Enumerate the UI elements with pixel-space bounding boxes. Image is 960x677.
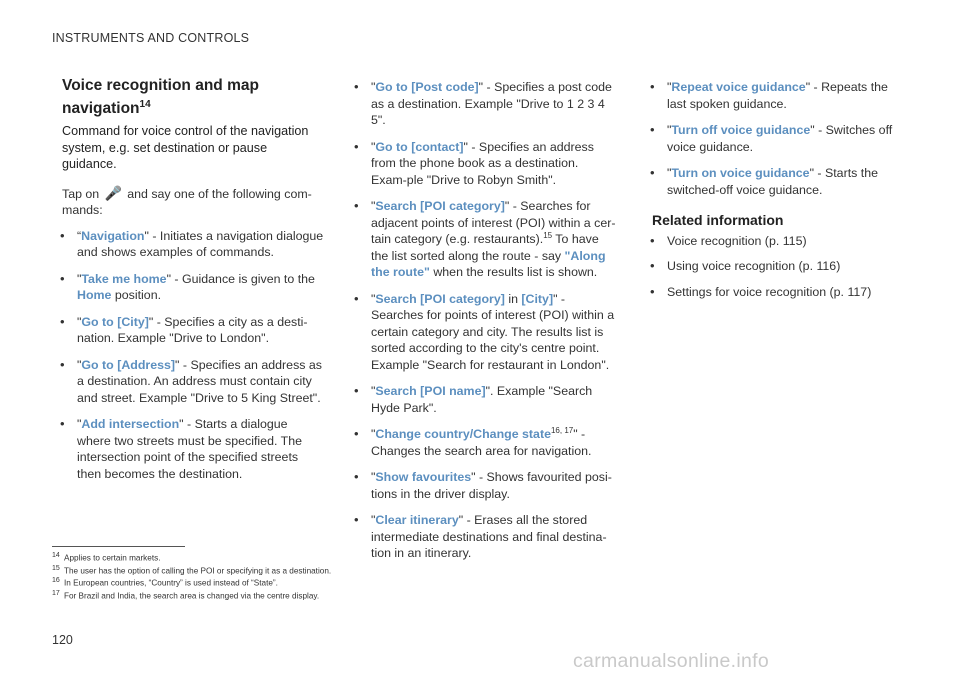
voice-command: Search [POI name] — [375, 384, 486, 398]
voice-command: Add intersection — [81, 417, 180, 432]
voice-command: Navigation — [81, 228, 145, 243]
command-text: " - Specifies an address from the phone book as a destination. Exam-ple "Drive to Robyn Smith". — [371, 139, 594, 187]
footnote-ref: 16, 17 — [550, 425, 574, 435]
command-item — [652, 122, 902, 155]
command-text: " — [77, 314, 82, 329]
command-item — [356, 426, 616, 459]
command-item — [356, 198, 616, 281]
command-text: " — [667, 123, 672, 137]
command-text: " — [77, 417, 82, 432]
command-text: when the results list is shown. — [429, 265, 598, 279]
footnotes — [52, 551, 752, 602]
voice-command: Go to [Address] — [81, 357, 176, 372]
section-title: Voice recognition and map navigation$^{14}$ — [62, 77, 259, 118]
command-text: " — [77, 271, 82, 286]
voice-command: Repeat voice guidance — [671, 80, 806, 94]
column-3 — [652, 79, 902, 309]
column-1 — [62, 76, 324, 492]
command-list-2 — [356, 79, 616, 562]
footnote: $^{16}$ In European countries, “Country” is used instead of “State”. — [52, 577, 278, 589]
command-list-3 — [652, 79, 902, 198]
command-text: " - Starts the switched-off voice guidance. — [667, 166, 879, 197]
command-text: " - Searches for points of interest (POI) within a certain category and city. The results list is sorted according to the city's centre point. Example "Search for restaurant in London". — [371, 291, 615, 372]
watermark: carmanualsonline.info — [573, 650, 769, 672]
command-text: " - Erases all the stored intermediate destinations and final destina-tion in an itinerary. — [371, 513, 607, 560]
voice-command: Turn off voice guidance — [671, 123, 811, 137]
command-text: " - Guidance is given to the — [166, 271, 315, 286]
voice-command: Show favourites — [375, 470, 472, 484]
command-text: " — [371, 384, 376, 398]
command-text: " — [667, 80, 672, 94]
footnote: $^{14}$ Applies to certain markets. — [52, 552, 161, 563]
tap-instruction: Tap on 🎤 and say one of the following com-mands: — [62, 184, 312, 218]
voice-button-icon: 🎤 — [104, 184, 122, 201]
related-link[interactable]: • Voice recognition (p. 115) — [652, 233, 902, 250]
voice-command: Clear itinerary — [375, 513, 459, 527]
command-text: position. — [111, 288, 162, 303]
command-text: " — [371, 427, 376, 441]
command-text: " — [371, 291, 376, 306]
voice-command: Turn on voice guidance — [671, 166, 810, 180]
command-item — [356, 291, 616, 374]
command-text: " — [371, 199, 376, 213]
command-text: " — [371, 139, 376, 154]
command-item — [356, 383, 616, 416]
footnote: $^{15}$ The user has the option of calling the POI or specifying it as a destination. — [52, 564, 332, 576]
voice-command: Go to [contact] — [375, 139, 464, 154]
command-text: ". Example "Search Hyde Park". — [371, 384, 593, 415]
command-item — [62, 271, 324, 304]
command-text: " — [667, 166, 672, 180]
command-text: “ — [77, 228, 82, 243]
related-link[interactable]: • Using voice recognition (p. 116) — [652, 258, 902, 275]
command-item — [356, 79, 616, 129]
section-intro: Command for voice control of the navigation system, e.g. set destination or pause guidance. — [62, 124, 309, 172]
voice-command: Change country/Change state — [375, 427, 551, 441]
voice-command: Go to [Post code] — [375, 80, 479, 94]
related-information-heading: Related information — [652, 212, 784, 228]
voice-command: Search [POI category] — [375, 291, 505, 306]
command-text: " - Specifies a city as a desti-nation. Example "Drive to London". — [77, 314, 308, 346]
command-text: " - Repeats the last spoken guidance. — [667, 80, 888, 111]
command-text: " - Changes the search area for navigation. — [371, 427, 592, 458]
voice-command: Home — [77, 288, 112, 303]
command-text: " - Specifies a post code as a destination. Example "Drive to 1 2 3 4 5". — [371, 80, 612, 127]
command-text: " - Initiates a navigation dialogue and shows examples of commands. — [77, 228, 324, 260]
command-text: in — [504, 291, 522, 306]
related-link[interactable]: • Settings for voice recognition (p. 117) — [652, 284, 902, 301]
footnote-divider — [52, 546, 185, 547]
voice-command: "Along the route" — [371, 248, 606, 279]
command-item — [652, 79, 902, 112]
command-text: " - Specifies an address as a destination. An address must contain city and street. Example "Drive to 5 King Street". — [77, 357, 322, 405]
command-text: " — [371, 513, 376, 527]
footnote-ref: 15 — [543, 230, 553, 240]
command-item — [62, 314, 324, 347]
voice-command: Go to [City] — [81, 314, 149, 329]
command-text: " — [371, 80, 376, 94]
column-2 — [356, 79, 616, 572]
command-item — [652, 165, 902, 198]
command-text: " - Shows favourited posi-tions in the driver display. — [371, 470, 612, 501]
voice-command: [City] — [521, 291, 554, 306]
related-links — [652, 233, 902, 301]
command-item — [62, 416, 324, 482]
command-item — [356, 139, 616, 189]
command-item — [62, 357, 324, 407]
command-text: " - Switches off voice guidance. — [667, 123, 893, 154]
voice-command: Search [POI category] — [375, 199, 505, 213]
command-text: " - Starts a dialogue where two streets must be specified. The intersection point of the specified streets then becomes the destination. — [77, 417, 302, 481]
voice-command: Take me home — [81, 271, 167, 286]
command-text: To have the list sorted along the route - say — [371, 232, 599, 263]
command-text: " - Searches for adjacent points of interest (POI) within a cer-tain category (e.g. restaurants). — [371, 199, 616, 246]
command-item — [62, 228, 324, 261]
page-number: 120 — [52, 633, 73, 647]
command-text: " — [371, 470, 376, 484]
footnote: $^{17}$ For Brazil and India, the search area is changed via the centre display. — [52, 590, 320, 601]
command-item — [356, 469, 616, 502]
page-header: INSTRUMENTS AND CONTROLS — [52, 31, 250, 45]
command-text: " — [77, 357, 82, 372]
command-list-1 — [62, 228, 324, 483]
